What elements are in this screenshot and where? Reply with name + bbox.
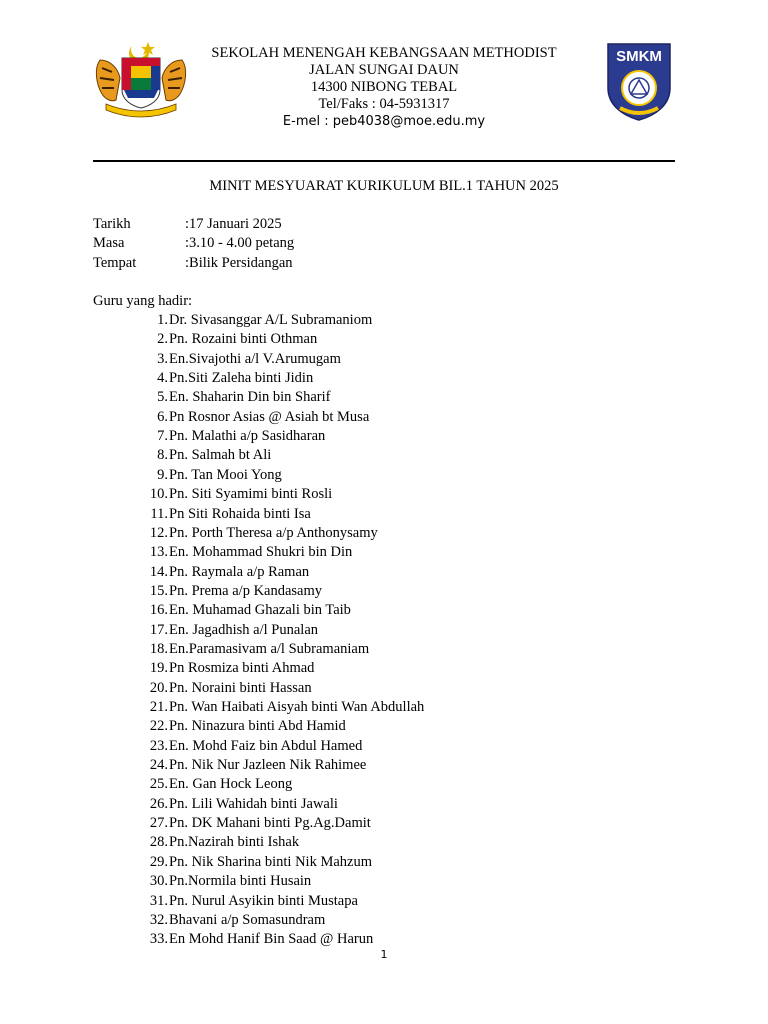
list-item-number: 24. [149, 757, 168, 774]
list-item-number: 23. [149, 737, 168, 754]
school-postcode: 14300 NIBONG TEBAL [310, 79, 458, 95]
list-item [140, 525, 378, 544]
school-badge-logo [606, 42, 672, 122]
list-item [140, 873, 311, 892]
school-name: SEKOLAH MENENGAH KEBANGSAAN METHODIST [211, 45, 557, 61]
list-item-number: 14. [149, 563, 168, 580]
venue-label: Tempat [93, 255, 137, 271]
list-item-number: 19. [149, 660, 168, 677]
list-item [140, 931, 373, 950]
list-item-name: Pn. Nik Sharina binti Nik Mahzum [169, 853, 372, 870]
list-item-number: 33. [149, 931, 168, 948]
list-item-number: 17. [149, 621, 168, 638]
list-item-number: 3. [157, 350, 168, 367]
list-item [140, 564, 309, 583]
venue-value: :Bilik Persidangan [185, 255, 293, 271]
list-item-name: En. Mohammad Shukri bin Din [169, 544, 353, 561]
document-title: MINIT MESYUARAT KURIKULUM BIL.1 TAHUN 2025 [209, 178, 559, 194]
list-item-number: 11. [150, 505, 168, 522]
list-item-number: 13. [149, 544, 168, 561]
list-item-number: 8. [157, 447, 168, 464]
list-item [140, 409, 369, 428]
list-item [140, 738, 362, 757]
list-item-number: 20. [149, 679, 168, 696]
list-item-number: 5. [157, 389, 168, 406]
date-value: :17 Januari 2025 [185, 216, 282, 232]
list-item-name: Pn. Raymala a/p Raman [169, 563, 310, 580]
list-item-name: En. Mohd Faiz bin Abdul Hamed [169, 737, 363, 754]
list-item-number: 29. [149, 853, 168, 870]
time-value: :3.10 - 4.00 petang [185, 235, 295, 251]
list-item-number: 22. [149, 718, 168, 735]
list-item-name: En. Gan Hock Leong [169, 776, 293, 793]
list-item-name: Pn. Lili Wahidah binti Jawali [169, 795, 338, 812]
list-item-name: En.Paramasivam a/l Subramaniam [169, 640, 370, 657]
list-item [140, 602, 351, 621]
list-item-number: 25. [149, 776, 168, 793]
list-item-name: Pn.Nazirah binti Ishak [169, 834, 300, 851]
list-item-number: 10. [149, 486, 168, 503]
list-item [140, 583, 322, 602]
list-item-number: 28. [149, 834, 168, 851]
list-item-name: Pn. Rozaini binti Othman [169, 331, 318, 348]
list-item [140, 834, 299, 853]
list-item-number: 31. [149, 892, 168, 909]
list-item-name: En. Jagadhish a/l Punalan [169, 621, 319, 638]
list-item-name: Pn. Porth Theresa a/p Anthonysamy [169, 524, 378, 541]
list-item [140, 447, 271, 466]
list-item-number: 27. [149, 815, 168, 832]
date-label: Tarikh [93, 216, 131, 232]
list-item [140, 428, 325, 447]
time-label: Masa [93, 235, 125, 251]
list-item [140, 680, 312, 699]
list-item-name: Bhavani a/p Somasundram [169, 911, 326, 928]
list-item-number: 7. [157, 428, 168, 445]
list-item-number: 1. [157, 312, 168, 328]
list-item-number: 21. [149, 699, 168, 715]
list-item [140, 893, 358, 912]
list-item-number: 12. [149, 524, 168, 541]
list-item [140, 757, 366, 776]
list-item [140, 544, 352, 563]
school-street: JALAN SUNGAI DAUN [309, 62, 459, 78]
school-phone: Tel/Faks : 04-5931317 [318, 96, 450, 112]
badge-text: SMKM [616, 48, 662, 65]
attendance-heading: Guru yang hadir: [93, 293, 193, 309]
list-item [140, 370, 313, 389]
list-item [140, 351, 341, 370]
list-item-name: Pn. Malathi a/p Sasidharan [169, 428, 326, 445]
list-item-name: Pn. Tan Mooi Yong [169, 466, 282, 483]
list-item-number: 6. [157, 408, 168, 425]
list-item-name: Pn.Siti Zaleha binti Jidin [169, 370, 314, 387]
list-item-name: Pn. Nik Nur Jazleen Nik Rahimee [169, 757, 367, 774]
list-item-number: 4. [157, 370, 168, 387]
school-email: E-mel : peb4038@moe.edu.my [282, 114, 486, 129]
list-item [140, 854, 372, 873]
list-item [140, 331, 317, 350]
list-item-name: En Mohd Hanif Bin Saad @ Harun [169, 931, 374, 948]
list-item [140, 506, 311, 525]
list-item [140, 467, 282, 486]
list-item-name: En. Muhamad Ghazali bin Taib [169, 602, 351, 619]
list-item [140, 486, 332, 505]
list-item-number: 32. [149, 911, 168, 928]
list-item [140, 312, 372, 331]
list-item-name: Pn. Salmah bt Ali [169, 447, 272, 464]
list-item-number: 18. [149, 640, 168, 657]
list-item-name: Pn. Wan Haibati Aisyah binti Wan Abdullah [169, 699, 425, 715]
list-item [140, 699, 424, 718]
list-item-name: Pn Rosmiza binti Ahmad [169, 660, 315, 677]
list-item [140, 622, 318, 641]
list-item-name: Pn. Nurul Asyikin binti Mustapa [169, 892, 358, 909]
page-number: 1 [380, 948, 388, 961]
list-item-number: 15. [149, 582, 168, 599]
header-divider [93, 160, 675, 162]
list-item-number: 26. [149, 795, 168, 812]
list-item [140, 660, 314, 679]
list-item [140, 718, 346, 737]
list-item-name: Pn. Ninazura binti Abd Hamid [169, 718, 346, 735]
list-item [140, 815, 371, 834]
list-item-name: Pn. Siti Syamimi binti Rosli [169, 486, 333, 503]
list-item [140, 389, 331, 408]
list-item-number: 16. [149, 602, 168, 619]
list-item [140, 912, 325, 931]
list-item-name: En. Shaharin Din bin Sharif [169, 389, 331, 406]
list-item [140, 641, 369, 660]
list-item-name: Pn. Noraini binti Hassan [169, 679, 312, 696]
list-item-name: En.Sivajothi a/l V.Arumugam [169, 350, 341, 367]
list-item-name: Pn Rosnor Asias @ Asiah bt Musa [169, 408, 370, 425]
list-item-name: Pn. DK Mahani binti Pg.Ag.Damit [169, 815, 371, 832]
list-item-number: 2. [157, 331, 168, 348]
list-item-name: Pn Siti Rohaida binti Isa [169, 505, 311, 522]
list-item-name: Pn.Normila binti Husain [169, 873, 312, 890]
list-item-name: Pn. Prema a/p Kandasamy [169, 582, 323, 599]
list-item-number: 9. [157, 466, 168, 483]
list-item [140, 796, 338, 815]
list-item-name: Dr. Sivasanggar A/L Subramaniom [169, 312, 373, 328]
list-item-number: 30. [149, 873, 168, 890]
list-item [140, 776, 292, 795]
